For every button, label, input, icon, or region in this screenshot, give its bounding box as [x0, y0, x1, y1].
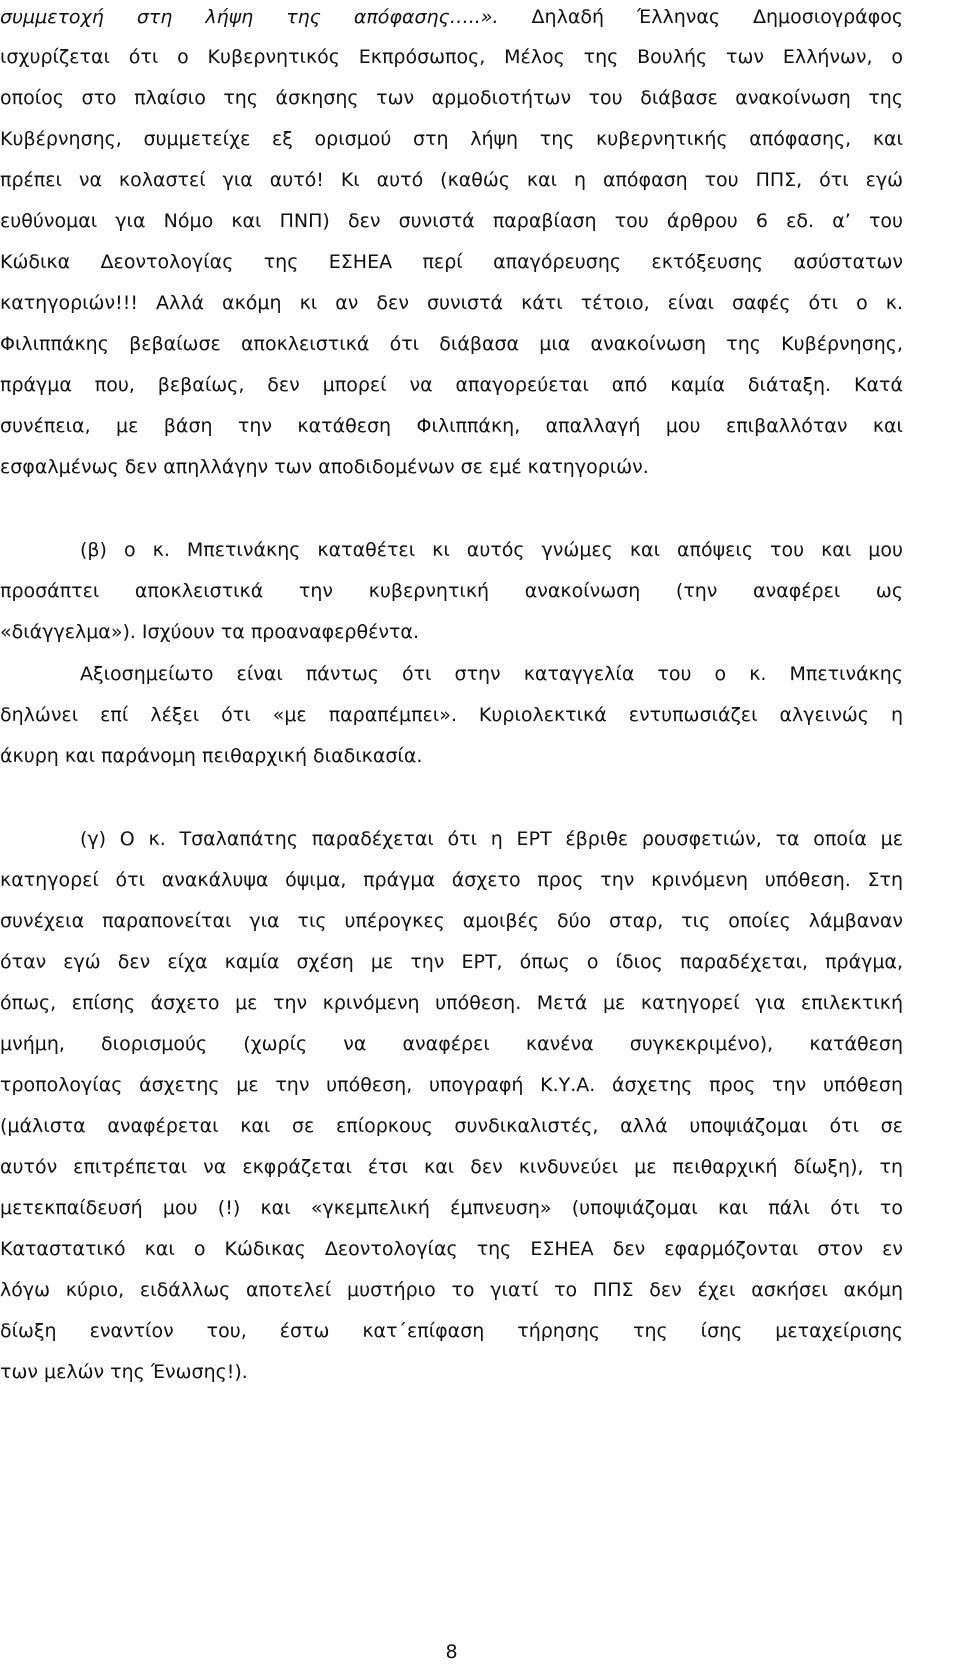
text-line: κατηγορεί ότι ανακάλυψα όψιμα, πράγμα άσχετο προς την κρινόμενη υπόθεση. Στη — [0, 869, 903, 891]
italic-quote-end: συμμετοχή στη λήψη της απόφασης…..». — [0, 6, 499, 28]
text-line: συνέχεια παραπονείται για τις υπέρογκες αμοιβές δύο σταρ, τις οποίες λάμβαναν — [0, 910, 903, 932]
text-line: εσφαλμένως δεν απηλλάγην των αποδιδομένων σε εμέ κατηγοριών. — [0, 456, 649, 478]
text-line: «διάγγελμα»). Ισχύουν τα προαναφερθέντα. — [0, 621, 419, 643]
text-line: άκυρη και παράνομη πειθαρχική διαδικασία. — [0, 745, 423, 767]
text-line: Κυβέρνησης, συμμετείχε εξ ορισμού στη λήψη της κυβερνητικής απόφασης, και — [0, 128, 903, 150]
text-line: ευθύνομαι για Νόμο και ΠΝΠ) δεν συνιστά παραβίαση του άρθρου 6 εδ. α’ του — [0, 210, 903, 232]
text-line: προσάπτει αποκλειστικά την κυβερνητική ανακοίνωση (την αναφέρει ως — [0, 580, 903, 602]
text-line: πρέπει να κολαστεί για αυτό! Κι αυτό (καθώς και η απόφαση του ΠΠΣ, ότι εγώ — [0, 169, 903, 191]
text-line: δίωξη εναντίον του, έστω κατ΄επίφαση τήρησης της ίσης μεταχείρισης — [0, 1320, 903, 1342]
text-line: Φιλιππάκης βεβαίωσε αποκλειστικά ότι διάβασα μια ανακοίνωση της Κυβέρνησης, — [0, 333, 903, 355]
text-line: ισχυρίζεται ότι ο Κυβερνητικός Εκπρόσωπος, Μέλος της Βουλής των Ελλήνων, ο — [0, 46, 903, 68]
text-line: κατηγοριών!!! Αλλά ακόμη κι αν δεν συνιστά κάτι τέτοιο, είναι σαφές ότι ο κ. — [0, 292, 903, 314]
text-line: συνέπεια, με βάση την κατάθεση Φιλιππάκη, απαλλαγή μου επιβαλλόταν και — [0, 415, 903, 437]
text-line: λόγω κύριο, ειδάλλως αποτελεί μυστήριο το γιατί το ΠΠΣ δεν έχει ασκήσει ακόμη — [0, 1279, 903, 1301]
text-line: όπως, επίσης άσχετο με την κρινόμενη υπόθεση. Μετά με κατηγορεί για επιλεκτική — [0, 992, 903, 1014]
text-line: τροπολογίας άσχετης με την υπόθεση, υπογραφή Κ.Υ.Α. άσχετης προς την υπόθεση — [0, 1074, 903, 1096]
page-number: 8 — [445, 1641, 458, 1663]
text-line: μνήμη, διορισμούς (χωρίς να αναφέρει κανένα συγκεκριμένο), κατάθεση — [0, 1033, 903, 1055]
text-line: δηλώνει επί λέξει ότι «με παραπέμπει». Κυριολεκτικά εντυπωσιάζει αλγεινώς η — [0, 704, 903, 726]
text-line: Κώδικα Δεοντολογίας της ΕΣΗΕΑ περί απαγόρευσης εκτόξευσης ασύστατων — [0, 251, 903, 273]
text-line: Καταστατικό και ο Κώδικας Δεοντολογίας της ΕΣΗΕΑ δεν εφαρμόζονται στον εν — [0, 1238, 903, 1260]
text-line: όταν εγώ δεν είχα καμία σχέση με την ΕΡΤ, όπως ο ίδιος παραδέχεται, πράγμα, — [0, 951, 903, 973]
text-line: των μελών της Ένωσης!). — [0, 1361, 248, 1383]
text-line: οποίος στο πλαίσιο της άσκησης των αρμοδιοτήτων του διάβασε ανακοίνωση της — [0, 87, 903, 109]
text-line: Αξιοσημείωτο είναι πάντως ότι στην καταγγελία του ο κ. Μπετινάκης — [80, 663, 903, 685]
text-line: πράγμα που, βεβαίως, δεν μπορεί να απαγορεύεται από καμία διάταξη. Κατά — [0, 374, 903, 396]
text-line: (β) ο κ. Μπετινάκης καταθέτει κι αυτός γνώμες και απόψεις του και μου — [80, 539, 903, 561]
text-line: συμμετοχή στη λήψη της απόφασης…..». Δηλαδή Έλληνας Δημοσιογράφος — [0, 6, 904, 28]
text-line: (μάλιστα αναφέρεται και σε επίορκους συνδικαλιστές, αλλά υποψιάζομαι ότι σε — [0, 1115, 903, 1137]
text-line: (γ) Ο κ. Τσαλαπάτης παραδέχεται ότι η ΕΡΤ έβριθε ρουσφετιών, τα οποία με — [80, 828, 903, 850]
text-line: αυτόν επιτρέπεται να εκφράζεται έτσι και δεν κινδυνεύει με πειθαρχική δίωξη), τη — [0, 1156, 903, 1178]
text-line: μετεκπαίδευσή μου (!) και «γκεμπελική έμπνευση» (υποψιάζομαι και πάλι ότι το — [0, 1197, 903, 1219]
